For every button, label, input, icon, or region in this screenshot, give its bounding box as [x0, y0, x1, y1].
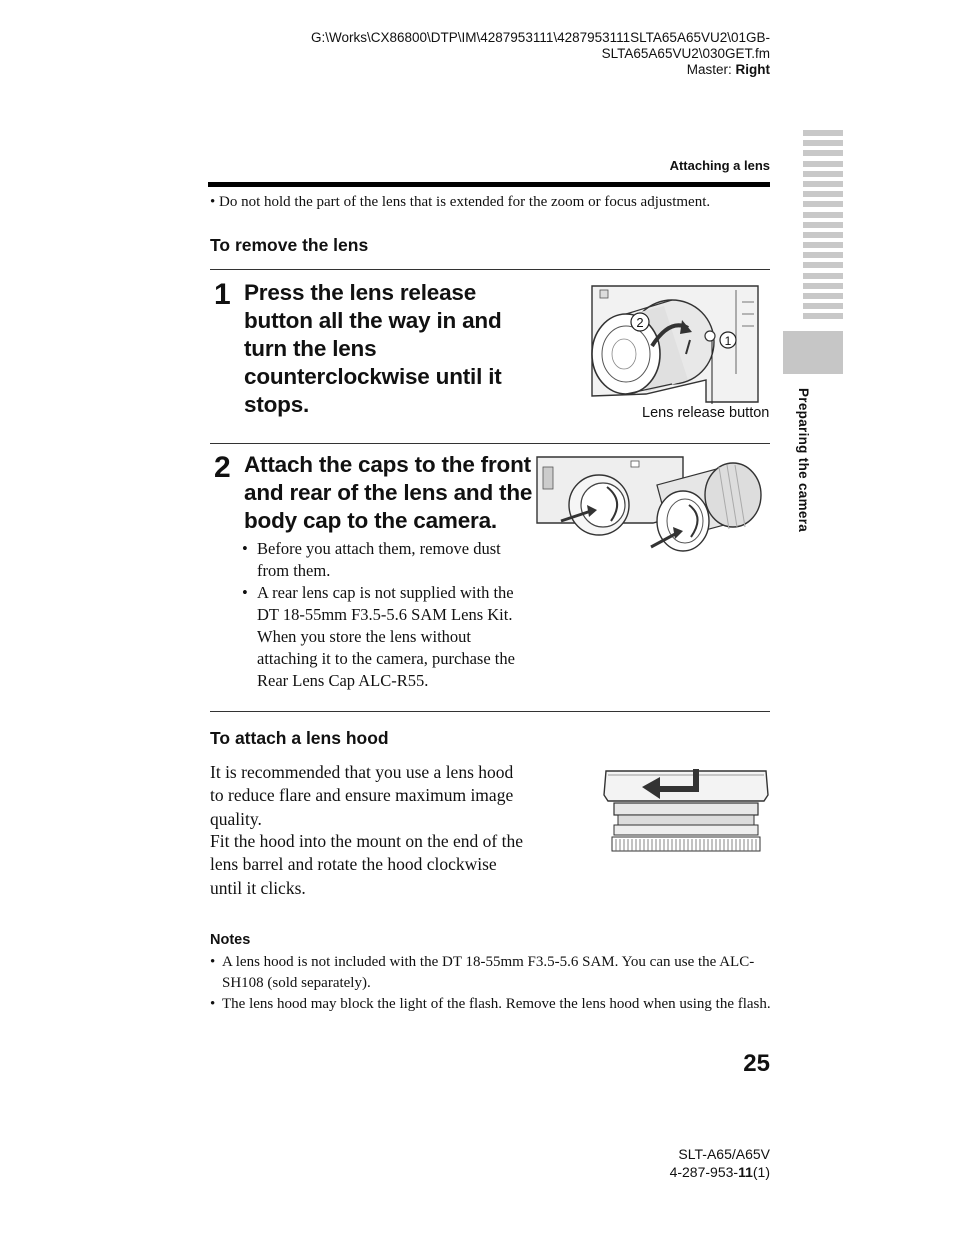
tab-stripe — [803, 232, 843, 238]
notes-list — [210, 952, 772, 1015]
tab-stripe — [803, 303, 843, 309]
divider-3 — [210, 711, 770, 712]
tab-stripe — [803, 130, 843, 136]
tab-stripe — [803, 262, 843, 268]
file-path-line-1: G:\Works\CX86800\DTP\IM\4287953111\4287953111SLTA65A65VU2\01GB- — [310, 30, 770, 45]
footer-code — [670, 1163, 770, 1181]
footer-model: SLT-A65/A65V — [678, 1146, 770, 1162]
file-path-line-2: SLTA65A65VU2\030GET.fm — [601, 46, 770, 61]
header-rule — [208, 182, 770, 187]
lens-hood-illustration — [602, 765, 770, 853]
step-2-bullets — [242, 538, 532, 692]
hood-paragraph-1: It is recommended that you use a lens hood to reduce flare and ensure maximum image quality. — [210, 762, 514, 829]
master-label: Master: — [686, 62, 736, 77]
page-number: 25 — [743, 1050, 770, 1077]
notes-heading: Notes — [210, 932, 251, 948]
section-title: Attaching a lens — [669, 158, 770, 173]
lens-release-caption: Lens release button — [642, 405, 770, 421]
hood-heading: To attach a lens hood — [210, 728, 389, 748]
side-tab-label: Preparing the camera — [796, 388, 811, 533]
tab-stripe — [803, 201, 843, 207]
footer-code-prefix: 4-287-953- — [669, 1164, 739, 1180]
lens-removal-illustration — [586, 284, 762, 406]
tab-stripe — [803, 293, 843, 299]
note-item: • The lens hood may block the light of the flash. Remove the lens hood when using the flash. — [210, 994, 772, 1015]
side-tab-active-block — [783, 331, 843, 374]
step-2-title: Attach the caps to the front and rear of the lens and the body cap to the camera. — [244, 452, 533, 533]
master-line — [687, 62, 770, 78]
footer-code-suffix: (1) — [752, 1164, 770, 1180]
divider-1 — [210, 269, 770, 270]
tab-stripe — [803, 171, 843, 177]
master-value: Right — [735, 62, 770, 77]
note-item: • A lens hood is not included with the DT 18-55mm F3.5-5.6 SAM. You can use the ALC-SH108 (sold separately). — [210, 952, 772, 994]
tab-stripe — [803, 273, 843, 279]
step-1-number: 1 — [214, 278, 231, 311]
marker-2: 2 — [636, 315, 644, 330]
side-tab-stripes — [803, 130, 843, 324]
tab-stripe — [803, 140, 843, 146]
tab-stripe — [803, 252, 843, 258]
tab-stripe — [803, 181, 843, 187]
top-bullet: • Do not hold the part of the lens that is extended for the zoom or focus adjustment. — [210, 194, 711, 210]
divider-2 — [210, 443, 770, 444]
caps-illustration — [533, 455, 771, 561]
step-1-title: Press the lens release button all the way in and turn the lens counterclockwise until it stops. — [244, 280, 502, 417]
tab-stripe — [803, 222, 843, 228]
remove-heading: To remove the lens — [210, 235, 369, 255]
hood-paragraph-2: Fit the hood into the mount on the end of the lens barrel and rotate the hood clockwise until it clicks. — [210, 831, 524, 898]
step-2-bullet: • A rear lens cap is not supplied with the DT 18-55mm F3.5-5.6 SAM Lens Kit. When you store the lens without attaching it to the camera, purchase the Rear Lens Cap ALC-R55. — [242, 582, 532, 692]
footer-code-bold: 11 — [738, 1164, 753, 1180]
tab-stripe — [803, 150, 843, 156]
tab-stripe — [803, 212, 843, 218]
tab-stripe — [803, 242, 843, 248]
tab-stripe — [803, 161, 843, 167]
tab-stripe — [803, 313, 843, 319]
tab-stripe — [803, 191, 843, 197]
step-2-number: 2 — [214, 451, 231, 484]
tab-stripe — [803, 283, 843, 289]
step-2-bullet: • Before you attach them, remove dust from them. — [242, 538, 532, 582]
marker-1: 1 — [724, 334, 732, 348]
